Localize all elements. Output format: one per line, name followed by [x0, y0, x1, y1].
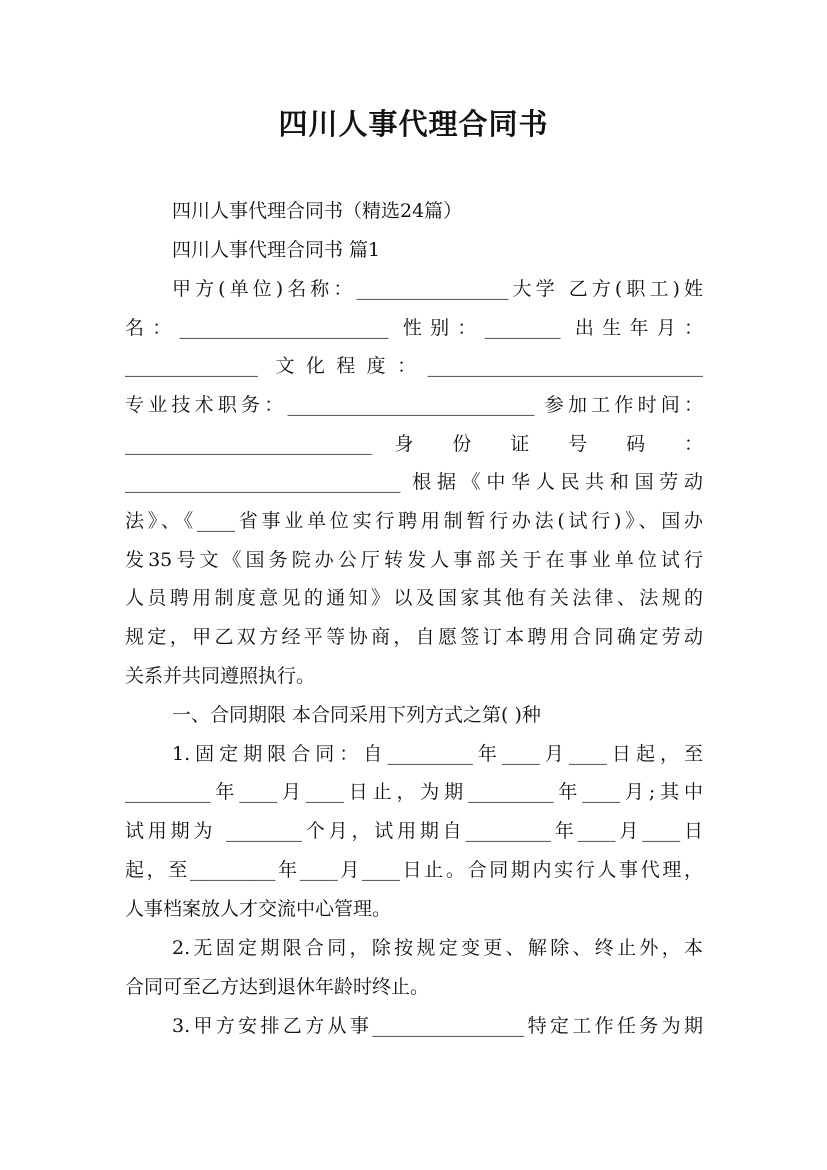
paragraph-line: _____________________________ 根据《中华人民共和国劳动	[125, 471, 703, 493]
paragraph-line: 甲方(单位)名称：________________大学 乙方(职工)姓	[172, 278, 703, 300]
paragraph-line: 1.固定期限合同：自_________年____月____日起，至	[172, 743, 703, 765]
clause-heading: 一、合同期限 本合同采用下列方式之第( )种	[172, 704, 541, 726]
section-heading: 四川人事代理合同书 篇1	[172, 239, 381, 261]
paragraph-line: 试用期为 ________个月，试用期自_________年____月____日	[125, 820, 703, 842]
paragraph-line: 关系并共同遵照执行。	[125, 665, 316, 687]
paragraph-line: 发35号文《国务院办公厅转发人事部关于在事业单位试行	[125, 549, 703, 571]
paragraph-line: 名：______________________ 性别：________ 出生年月：	[125, 317, 703, 339]
paragraph-line: 法》、《____省事业单位实行聘用制暂行办法(试行)》、国办	[125, 510, 703, 532]
paragraph-line: 规定，甲乙双方经平等协商，自愿签订本聘用合同确定劳动	[125, 626, 703, 648]
paragraph-line: 2.无固定期限合同，除按规定变更、解除、终止外，本	[172, 937, 703, 959]
paragraph-line: _________年____月____日止，为期_________年____月;其中	[125, 781, 703, 803]
paragraph-line: __________________________ 身 份 证 号 码 ：	[125, 433, 703, 455]
paragraph-line: ______________ 文化程度：_____________________________	[125, 355, 703, 377]
paragraph-line: 3.甲方安排乙方从事________________特定工作任务为期	[172, 1015, 703, 1037]
paragraph-line: 人事档案放人才交流中心管理。	[125, 898, 392, 920]
paragraph-line: 专业技术职务：__________________________ 参加工作时间：	[125, 394, 703, 416]
document-title: 四川人事代理合同书	[278, 107, 549, 141]
paragraph-line: 起，至_________年____月____日止。合同期内实行人事代理，	[125, 859, 703, 881]
paragraph-line: 人员聘用制度意见的通知》以及国家其他有关法律、法规的	[125, 587, 703, 609]
subtitle-line: 四川人事代理合同书（精选24篇）	[172, 200, 463, 222]
paragraph-line: 合同可至乙方达到退休年龄时终止。	[125, 976, 430, 998]
